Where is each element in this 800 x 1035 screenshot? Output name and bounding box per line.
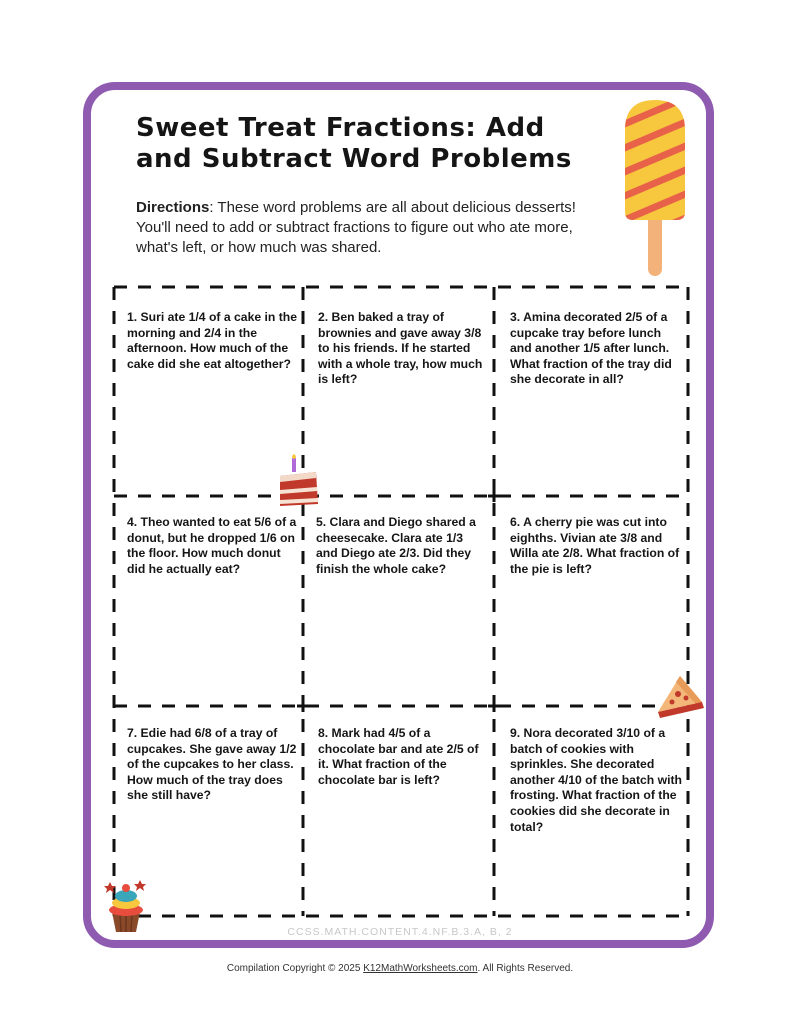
problem-3: 3. Amina decorated 2/5 of a cupcake tray before lunch and another 1/5 after lunch. What fraction of the tray did she decorate in all? bbox=[510, 310, 672, 387]
problem-6: 6. A cherry pie was cut into eighths. Vivian ate 3/8 and Willa ate 2/8. What fraction of the pie is left? bbox=[510, 515, 680, 576]
problem-2: 2. Ben baked a tray of brownies and gave away 3/8 to his friends. If he started with a whole tray, how much is left? bbox=[318, 310, 483, 387]
problem-1: 1. Suri ate 1/4 of a cake in the morning and 2/4 in the afternoon. How much of the cake did she eat altogether? bbox=[127, 310, 298, 371]
problem-5: 5. Clara and Diego shared a cheesecake. Clara ate 1/3 and Diego ate 2/3. Did they finish the whole cake? bbox=[316, 515, 476, 576]
copyright-footer bbox=[0, 963, 800, 974]
problem-8: 8. Mark had 4/5 of a chocolate bar and ate 2/5 of it. What fraction of the chocolate bar is left? bbox=[318, 726, 479, 787]
directions-text: : These word problems are all about delicious desserts! You'll need to add or subtract fractions to figure out who ate more, what's left, or how much was shared. bbox=[136, 199, 576, 256]
standard-code: CCSS.MATH.CONTENT.4.NF.B.3.A, B, 2 bbox=[287, 926, 513, 938]
footer-link[interactable]: K12MathWorksheets.com bbox=[363, 963, 478, 974]
directions-label: Directions bbox=[136, 199, 210, 216]
footer-suffix: . All Rights Reserved. bbox=[477, 963, 574, 974]
problem-4: 4. Theo wanted to eat 5/6 of a donut, but he dropped 1/6 on the floor. How much donut did he actually eat? bbox=[127, 515, 297, 576]
cake-slice-icon bbox=[276, 454, 322, 510]
problem-7: 7. Edie had 6/8 of a tray of cupcakes. She gave away 1/2 of the cupcakes to her class. How much of the tray does she still have? bbox=[127, 726, 297, 803]
footer-prefix: Compilation Copyright © 2025 bbox=[226, 963, 364, 974]
problem-9: 9. Nora decorated 3/10 of a batch of cookies with sprinkles. She decorated another 4/10 of the batch with frosting. What fraction of the cookies did she decorate in total? bbox=[510, 726, 682, 834]
worksheet-title: Sweet Treat Fractions: Add and Subtract Word Problems bbox=[136, 113, 572, 174]
pie-slice-icon bbox=[652, 672, 706, 720]
